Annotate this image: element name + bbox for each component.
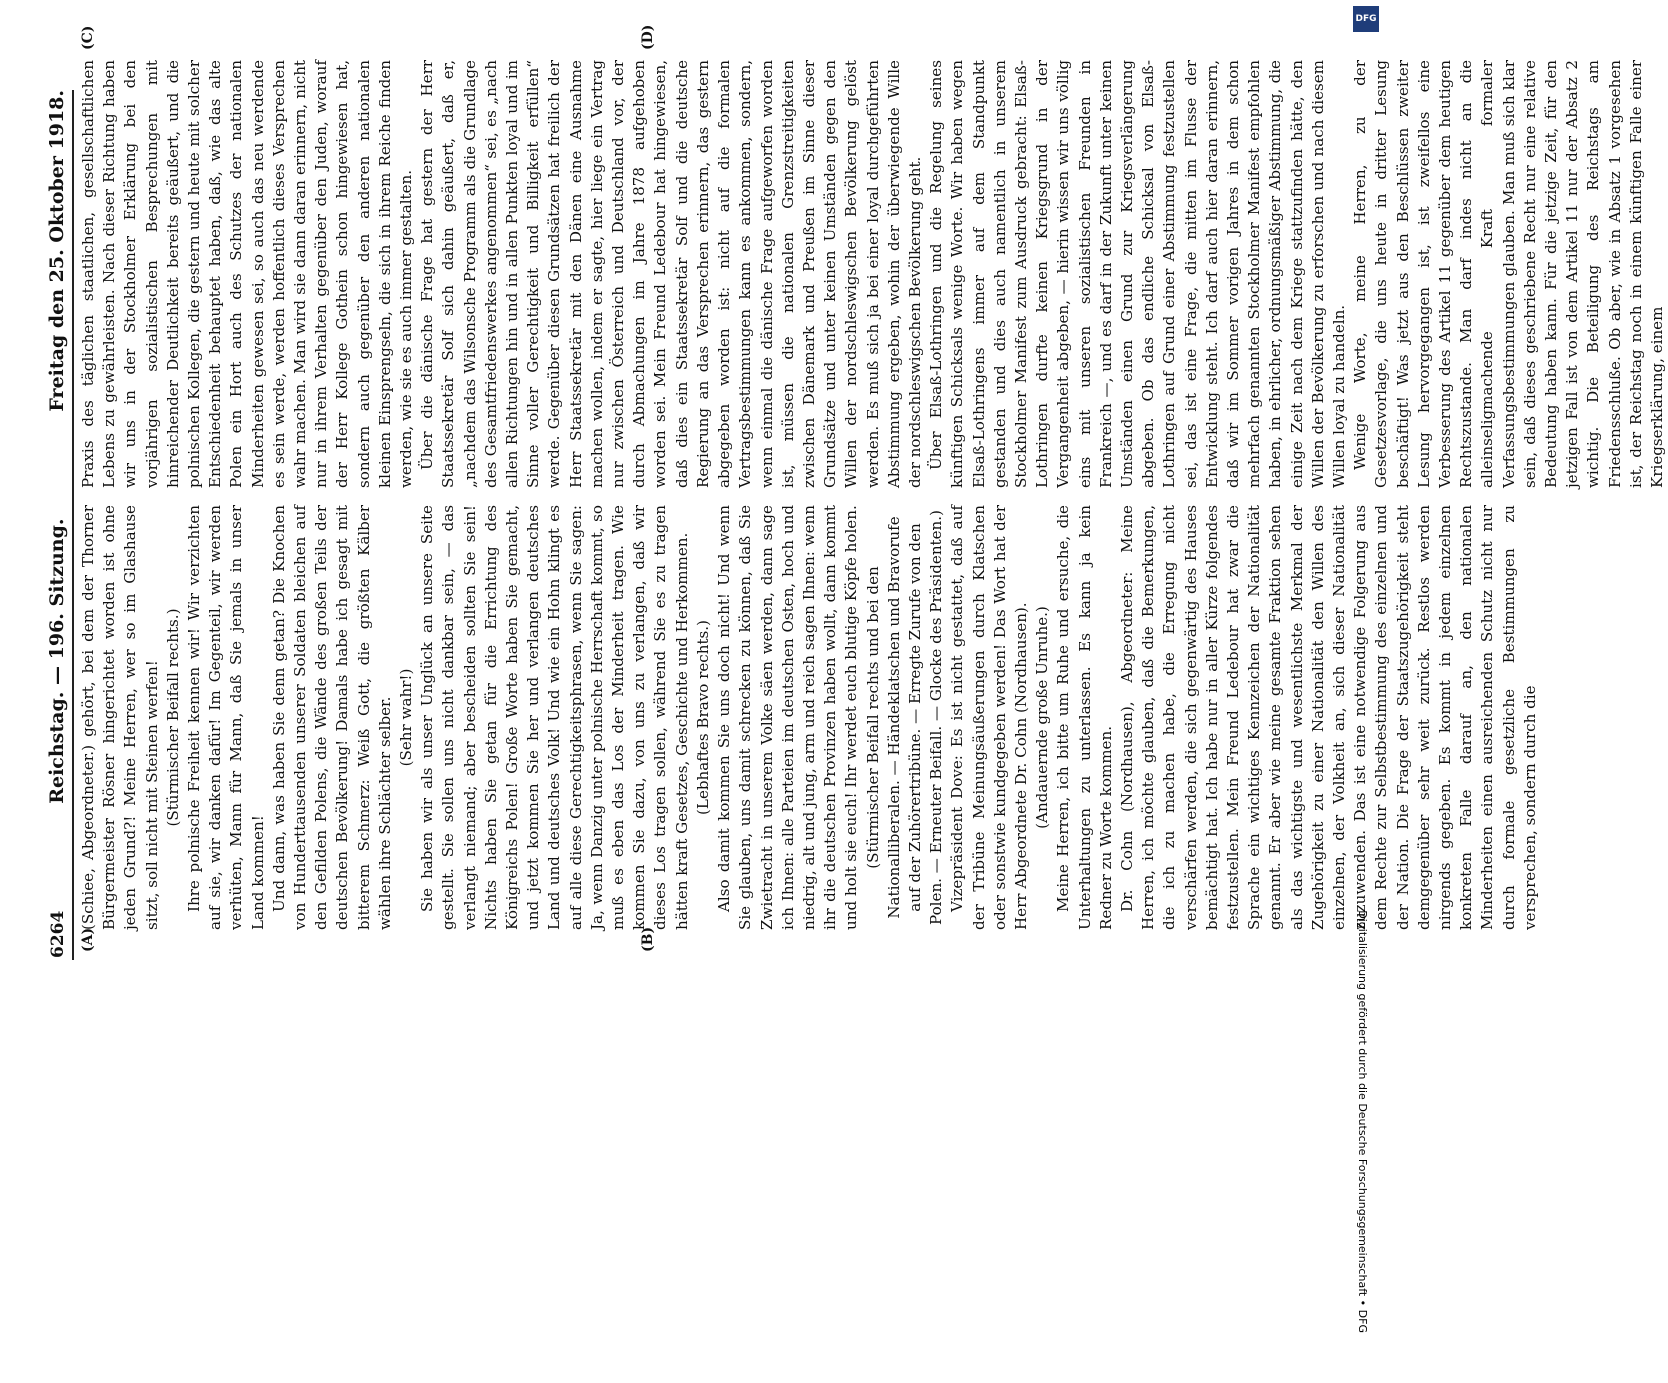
dfg-logo-icon: DFG: [1353, 6, 1379, 32]
paragraph: Praxis des täglichen staatlichen, gesellschaftlichen Lebens zu gewährleisten. Nach dieser Richtung haben wir uns in der Stockholmer Erklärung bei den vorjährigen sozialistischen Besprechungen mit hinreichender Deutlichkeit bereits geäußert, und die polnischen Kollegen, die gestern und heute mit solcher Entschiedenheit behauptet haben, daß, wie das alte Polen ein Hort auch des Schutzes der nationalen Minderheiten gewesen sei, so auch das neu werdende es sein werde, werden hoffentlich dieses Versprechen wahr machen. Man wird sie dann daran erinnern, nicht nur in ihrem Verhalten gegenüber den Juden, worauf der Herr Kollege Gothein schon hingewiesen hat, sondern auch gegenüber den anderen nationalen kleinen Einsprengseln, die sich in ihrem Reiche finden werden, wie sie es auch immer gestalten.: [79, 60, 416, 488]
paragraph: Sie haben wir als unser Unglück an unsere Seite gestellt. Sie sollen uns nicht dankbar sein, — das verlangt niemand; aber bescheiden sollten Sie sein! Nichts haben Sie getan für die Errichtung des Königreichs Polen! Große Worte haben Sie gemacht, und jetzt kommen Sie her und verlangen deutsches Land und deutsches Volk! Und wie ein Hohn klingt es auf alle diese Gerechtigkeitsphrasen, wenn Sie sagen: Ja, wenn Danzig unter polnische Herrschaft kommt, so muß es eben das Los der Minderheit tragen. Wie kommen Sie dazu, von uns zu verlangen, daß wir dieses Los tragen sollen, während Sie es zu tragen hätten kraft Gesetzes, Geschichte und Herkommen.: [418, 505, 691, 930]
margin-marker-b: (B): [640, 926, 656, 952]
header-rule: [72, 90, 74, 960]
paragraph: Über Elsaß-Lothringen und die Regelung seines künftigen Schicksals wenige Worte. Wir haben wegen Elsaß-Lothringens immer auf dem Standpunkt gestanden und dies auch namentlich in unserem Stockholmer Manifest zum Ausdruck gebracht: Elsaß-Lothringen durfte keinen Kriegsgrund in der Vergangenheit abgeben, — hierin wissen wir uns völlig eins mit unseren sozialistischen Freunden in Frankreich —, und es darf in der Zukunft unter keinen Umständen einen Grund zur Kriegsverlängerung abgeben. Ob das endliche Schicksal von Elsaß-Lothringen auf Grund einer Abstimmung festzustellen sei, das ist eine Frage, die mitten im Flusse der Entwicklung steht. Ich darf auch hier daran erinnern, daß wir im Sommer vorigen Jahres in dem schon mehrfach genannten Stockholmer Manifest empfohlen haben, in ehrlicher, ordnungsmäßiger Abstimmung, die einige Zeit nach dem Kriege stattzufinden hätte, den Willen der Bevölkerung zu erforschen und nach diesem Willen loyal zu handeln.: [927, 60, 1348, 488]
paragraph: Dr. Cohn (Nordhausen), Abgeordneter: Meine Herren, ich möchte glauben, daß die Bemerkungen, die ich zu machen habe, die Erregung nicht verschärfen werden, die sich gegenwärtig des Hauses bemächtigt hat. Ich habe nur in aller Kürze folgendes festzustellen. Mein Freund Ledebour hat zwar die Sprache ein wichtiges Kennzeichen der Nationalität genannt. Er aber wie meine gesamte Fraktion sehen als das wichtigste und wesentlichste Merkmal der Zugehörigkeit zu einer Nationalität den Willen des einzelnen, der Volkheit an, sich dieser Nationalität zuzuwenden. Das ist eine notwendige Folgerung aus dem Rechte zur Selbstbestimmung des einzelnen und der Nation. Die Frage der Staatszugehörigkeit steht demgegenüber sehr weit zurück. Restlos werden nirgends gegeben. Es kommt in jedem einzelnen konkreten Falle darauf an, den nationalen Minderheiten einen ausreichenden Schutz nicht nur durch formale gesetzliche Bestimmungen zu versprechen, sondern durch die: [1117, 505, 1539, 930]
digitization-sidebar: [1341, 0, 1383, 1383]
paragraph: Und dann, was haben Sie denn getan? Die Knochen von Hunderttausenden unserer Soldaten bleichen auf den Gefilden Polens, die Wände des großen Teils der deutschen Bevölkerung! Damals habe ich gesagt mit bitterem Schmerz: Weiß Gott, die größten Kälber wählen ihre Schlächter selber.: [269, 505, 394, 930]
paragraph: Über die dänische Frage hat gestern der Herr Staatssekretär Solf sich dahin geäußert, daß er, „nachdem das Wilsonsche Programm als die Grundlage des Gesamtfriedenswerkes angenommen“ sei, es „nach allen Richtungen hin und in allen Punkten loyal und im Sinne voller Gerechtigkeit und Billigkeit erfüllen“ werde. Gegenüber diesen Grundsätzen hat freilich der Herr Staatssekretär mit den Dänen eine Ausnahme machen wollen, indem er sagte, hier liege ein Vertrag nur zwischen Österreich und Deutschland vor, der durch Abmachungen im Jahre 1878 aufgehoben worden sei. Mein Freund Ledebour hat hingewiesen, daß dies ein Staatssekretär Solf und die deutsche Regierung an das Versprechen erinnern, das gestern abgegeben worden ist: nicht auf die formalen Vertragsbestimmungen kann es ankommen, sondern, wenn einmal die dänische Frage aufgeworfen worden ist, müssen die nationalen Grenzstreitigkeiten zwischen Dänemark und Preußen im Sinne dieser Grundsätze und unter keinen Umständen gegen den Willen der nordschleswigschen Bevölkerung gelöst werden. Es muß sich ja bei einer loyal durchgeführten Abstimmung ergeben, wohin der überwiegende Wille der nordschleswigschen Bevölkerung geht.: [418, 60, 924, 488]
digitization-credit: Digitalisierung gefördert durch die Deutsche Forschungsgemeinschaft • DFG: [1356, 910, 1369, 1333]
page-header: [28, 90, 68, 958]
stage-direction: (Andauernde große Unruhe.): [1033, 606, 1052, 829]
right-column: [78, 60, 1667, 488]
stage-direction: (Stürmischer Beifall rechts.): [163, 608, 182, 827]
stage-direction: (Lebhaftes Bravo rechts.): [693, 620, 712, 815]
paragraph: Vizepräsident Dove: Es ist nicht gestattet, daß auf der Tribüne Meinungsäußerungen durch Klatschen oder sonstwie kundgegeben werden! Das Wort hat der Herr Abgeordnete Dr. Cohn (Nordhausen).: [948, 505, 1030, 930]
paragraph: Wenige Worte, meine Herren, zu der Gesetzesvorlage, die uns heute in dritter Lesung beschäftigt! Was jetzt aus den Beschlüssen zweiter Lesung hervorgegangen ist, ist zweifellos eine Verbesserung des Artikel 11 gegenüber dem heutigen Rechtszustande. Man darf indes nicht an die alleinseligmachende Kraft formaler Verfassungsbestimmungen glauben. Man muß sich klar sein, daß dieses geschriebene Recht nur eine relative Bedeutung haben kann. Für die jetzige Zeit, für den jetzigen Fall ist von dem Artikel 11 nur der Absatz 2 wichtig. Die Beteiligung des Reichstags am Friedensschluße. Ob aber, wie in Absatz 1 vorgesehen ist, der Reichstag noch in einem künftigen Falle einer Kriegserklärung, einem: [1351, 60, 1667, 488]
paragraph: Also damit kommen Sie uns doch nicht! Und wenn Sie glauben, uns damit schrecken zu können, daß Sie Zwietracht in unserem Volke säen werden, dann sage ich Ihnen: alle Parteien im deutschen Osten, hoch und niedrig, alt und jung, arm und reich sagen Ihnen: wenn ihr die deutschen Provinzen haben wollt, dann kommt und holt sie euch! Ihr werdet euch blutige Köpfe holen.: [715, 505, 861, 930]
paragraph: Ihre polnische Freiheit kennen wir! Wir verzichten auf sie, wir danken dafür! Im Gegenteil, wir werden verhüten, Mann für Mann, daß Sie jemals in unser Land kommen!: [185, 505, 267, 930]
header-date: Freitag den 25. Oktober 1918.: [46, 90, 68, 412]
paragraph: Meine Herren, ich bitte um Ruhe und ersuche, die Unterhaltungen zu unterlassen. Es kann ja kein Redner zu Worte kommen.: [1054, 505, 1115, 930]
margin-marker-c: (C): [80, 25, 96, 50]
margin-marker-d: (D): [640, 24, 656, 50]
header-title: Reichstag. — 196. Sitzung.: [46, 518, 68, 804]
margin-marker-a: (A): [80, 927, 96, 952]
stage-direction: (Stürmischer Beifall rechts und bei den Nationalliberalen. — Händeklatschen und Bravorufe auf der Zuhörertribüne. — Erregte Zurufe von den Polen. — Erneuter Beifall. — Glocke des Präsidenten.): [863, 510, 946, 925]
page-number: 6264: [48, 910, 68, 958]
stage-direction: (Sehr wahr!): [397, 668, 416, 767]
left-column: [78, 505, 1539, 930]
paragraph: (Schiee, Abgeordneter.) gehört, bei dem der Thorner Bürgermeister Rösner hingerichtet worden ist ohne jeden Grund?! Meine Herren, wer so im Glashause sitzt, soll nicht mit Steinen werfen!: [79, 505, 161, 930]
